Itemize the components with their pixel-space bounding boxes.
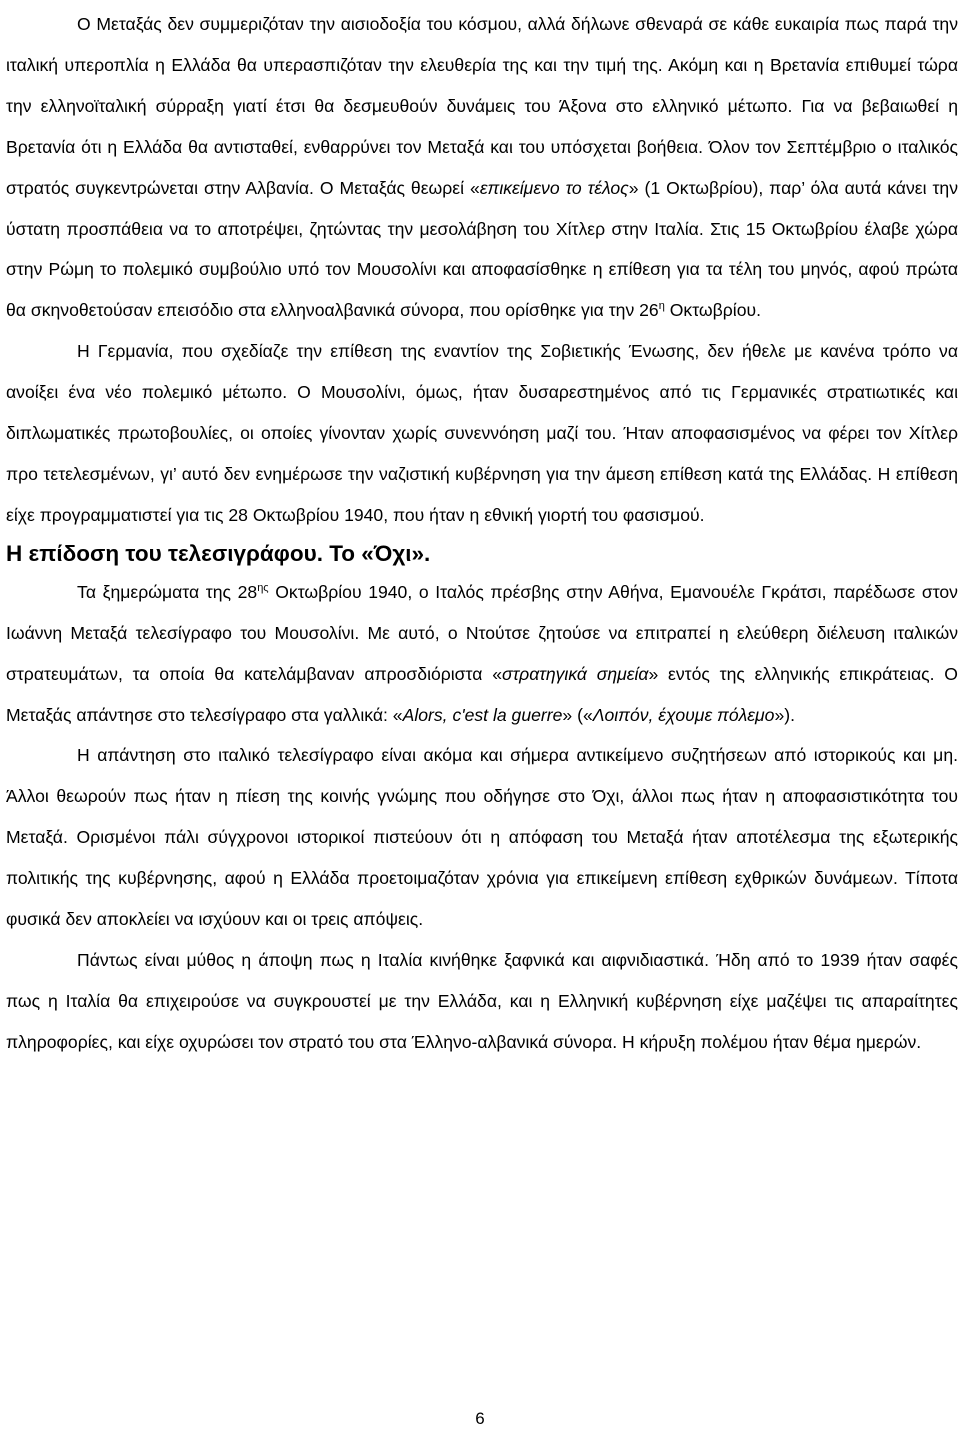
page-number: 6 [475,1409,485,1428]
document-page [6,4,958,1063]
paragraph-myth: Πάντως είναι μύθος η άποψη πως η Ιταλία κινήθηκε ξαφνικά και αιφνιδιαστικά. Ήδη από το 1939 ήταν σαφές πως η Ιταλία θα επιχειρούσε να συγκρουστεί με την Ελλάδα, και η Ελληνική κυβέρνηση είχε μαζέψει τις απαραίτητες πληροφορίες, και είχε οχυρώσει τον στρατό του στα Έλληνο-αλβανικά σύνορα. Η κήρυξη πολέμου ήταν θέμα ημερών. [6,949,958,1052]
paragraph-germany: Η Γερμανία, που σχεδίαζε την επίθεση της εναντίον της Σοβιετικής Ένωσης, δεν ήθελε με κανένα τρόπο να ανοίξει ένα νέο πολεμικό μέτωπο. Ο Μουσολίνι, όμως, ήταν δυσαρεστημένος από τις Γερμανικές στρατιωτικές και διπλωματικές πρωτοβουλίες, οι οποίες γίνονταν χωρίς συνεννόηση μαζί του. Ήταν αποφασισμένος να φέρει τον Χίτλερ προ τετελεσμένων, γι’ αυτό δεν ενημέρωσε την ναζιστική κυβέρνηση για την άμεση επίθεση κατά της Ελλάδας. Η επίθεση είχε προγραμματιστεί για τις 28 Οκτωβρίου 1940, που ήταν η εθνική γιορτή του φασισμού. [6,341,958,525]
paragraph-answer-debate: Η απάντηση στο ιταλικό τελεσίγραφο είναι ακόμα και σήμερα αντικείμενο συζητήσεων από ιστορικούς και μη. Άλλοι θεωρούν πως ήταν η πίεση της κοινής γνώμης που οδήγησε στο Όχι, άλλοι πως ήταν η αποφασιστικότητα του Μεταξά. Ορισμένοι πάλι σύγχρονοι ιστορικοί πιστεύουν ότι η απόφαση του Μεταξά ήταν αποτέλεσμα της εξωτερικής πολιτικής της κυβέρνησης, αφού η Ελλάδα προετοιμαζόταν χρόνια για επικείμενη επίθεση εχθρικών δυνάμεων. Τίποτα φυσικά δεν αποκλείει να ισχύουν και οι τρεις απόψεις. [6,745,958,930]
quote-strategic-points: στρατηγικά σημεία [501,663,649,684]
quote-translation: Λοιπόν, έχουμε πόλεμο [592,704,775,725]
section-heading: Η επίδοση του τελεσιγράφου. Το «Όχι». [6,540,431,566]
paragraph-ultimatum: Τα ξημερώματα της $28^{\eta\varsigma}$ Οκτωβρίου 1940, ο Ιταλός πρέσβης στην Αθήνα, Εμανουέλε Γκράτσι, παρέδωσε στον Ιωάννη Μεταξά τελεσίγραφο του Μουσολίνι. Με αυτό, ο Ντούτσε ζητούσε να επιτραπεί η ελεύθερη διέλευση ιταλικών στρατευμάτων, τα οποία θα κατελάμβαναν απροσδιόριστα «στρατηγικά σημεία» εντός της ελληνικής επικράτειας. Ο Μεταξάς απάντησε στο τελεσίγραφο στα γαλλικά: «Alors, c'est la guerre» («Λοιπόν, έχουμε πόλεμο»). [6,581,958,725]
paragraph-metaxas-optimism: Ο Μεταξάς δεν συμμεριζόταν την αισιοδοξία του κόσμου, αλλά δήλωνε σθεναρά σε κάθε ευκαιρία πως παρά την ιταλική υπεροπλία η Ελλάδα θα υπερασπιζόταν την ελευθερία της και την τιμή της. Ακόμη και η Βρετανία επιθυμεί τώρα την ελληνοϊταλική σύρραξη γιατί έτσι θα δεσμευθούν δυνάμεις του Άξονα στο ελληνικό μέτωπο. Για να βεβαιωθεί η Βρετανία ότι η Ελλάδα θα αντισταθεί, ενθαρρύνει τον Μεταξά και του υπόσχεται βοήθεια. Όλον τον Σεπτέμβριο ο ιταλικός στρατός συγκεντρώνεται στην Αλβανία. Ο Μεταξάς θεωρεί «επικείμενο το τέλος» (1 Οκτωβρίου), παρ’ όλα αυτά κάνει την ύστατη προσπάθεια να το αποτρέψει, ζητώντας την μεσολάβηση του Χίτλερ στην Ιταλία. Στις 15 Οκτωβρίου έλαβε χώρα στην Ρώμη το πολεμικό συμβούλιο υπό τον Μουσολίνι και αποφασίσθηκε η επίθεση για τα τέλη του μηνός, αφού πρώτα θα σκηνοθετούσαν επεισόδιο στα ελληνοαλβανικά σύνορα, που ορίσθηκε για την $26^\eta$ Οκτωβρίου. [6,14,959,321]
quote-alors-cest-la-guerre: Alors, c'est la guerre [402,704,563,725]
quote-imminent-end: επικείμενο το τέλος [479,177,629,198]
